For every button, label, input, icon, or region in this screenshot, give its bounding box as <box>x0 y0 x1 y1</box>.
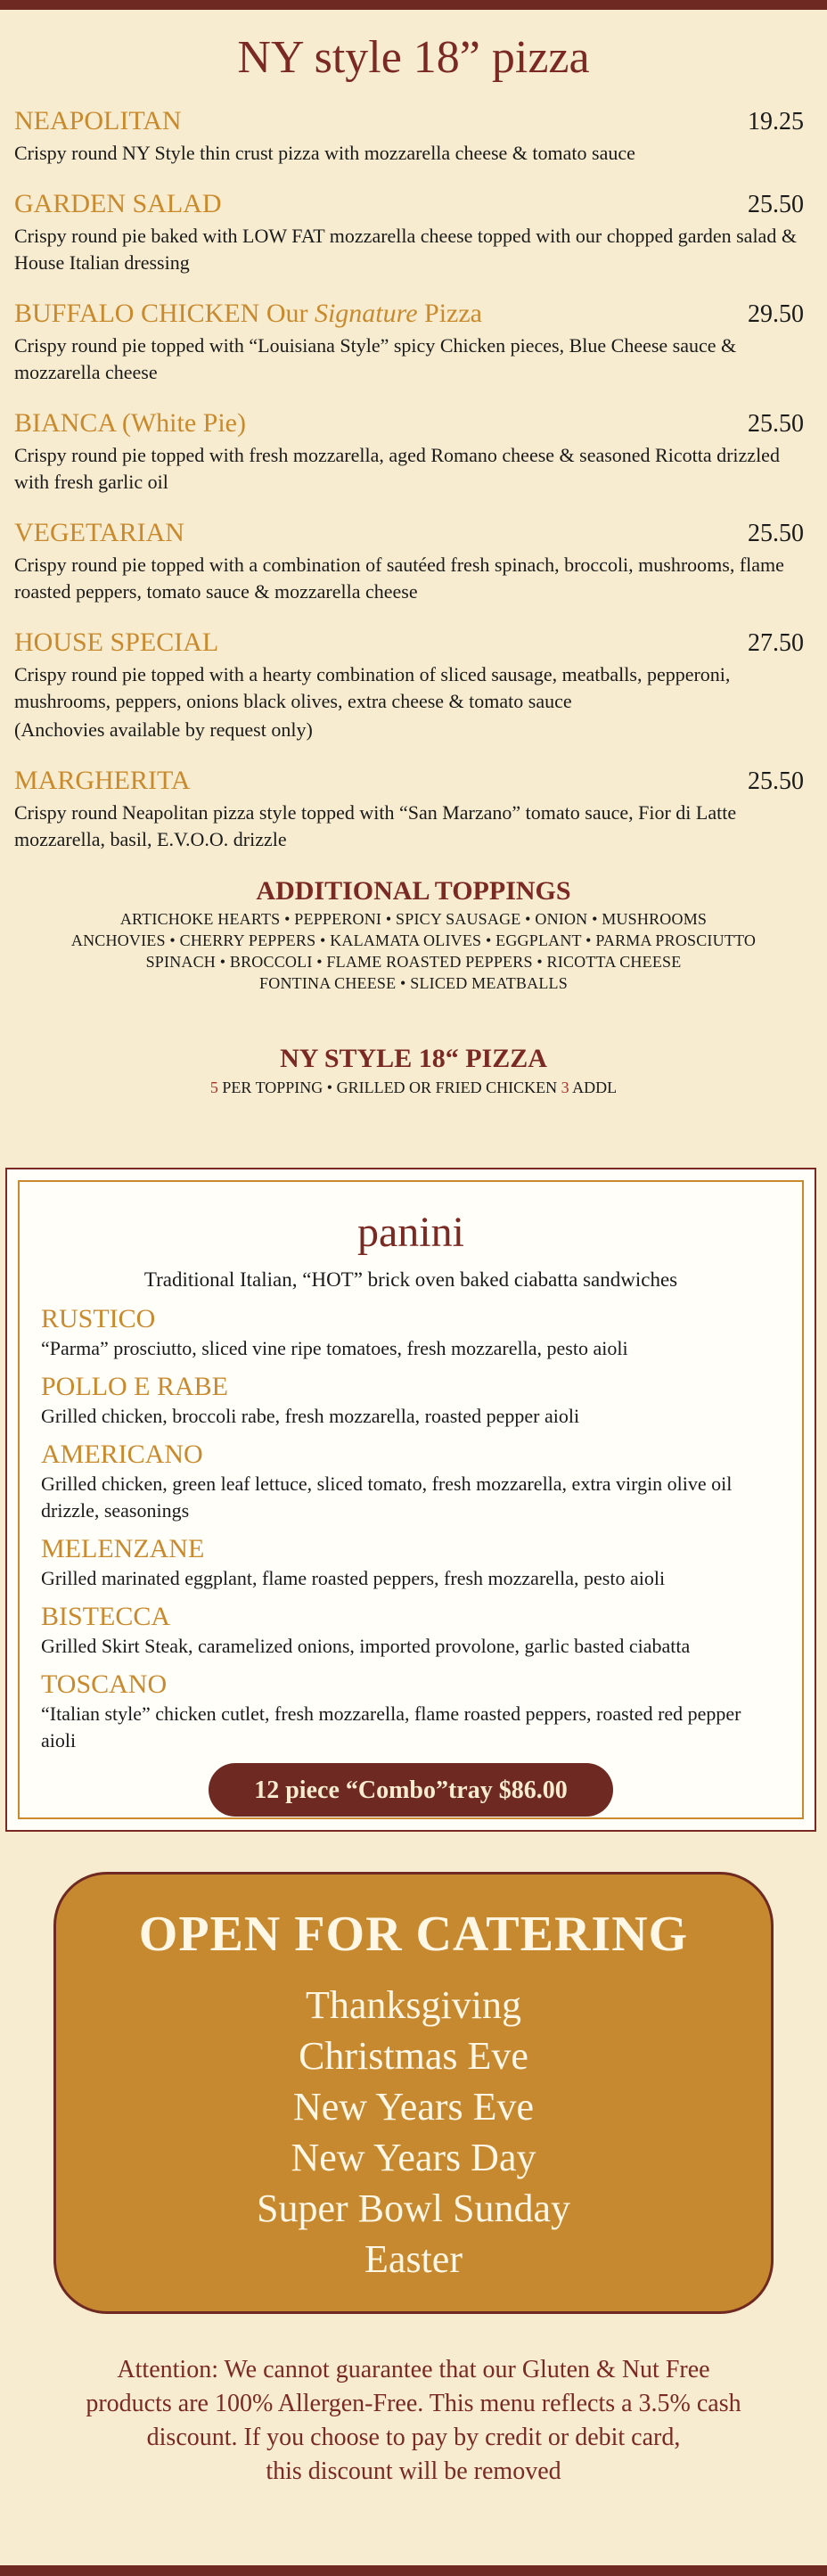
item-description: Crispy round pie topped with fresh mozzarella, aged Romano cheese & seasoned Ricotta drizzled with fresh garlic oil <box>14 444 780 493</box>
item-price: 25.50 <box>748 191 804 218</box>
per-topping-price: 5 <box>209 1079 218 1096</box>
panini-item-bistecca <box>41 1601 781 1660</box>
notice-line: this discount will be removed <box>266 2457 561 2485</box>
item-price: 27.50 <box>748 629 804 657</box>
ny-style-heading: NY STYLE 18“ PIZZA <box>280 1044 547 1073</box>
menu-item-neapolitan <box>0 105 827 167</box>
item-description: Crispy round pie topped with “Louisiana Style” spicy Chicken pieces, Blue Cheese sauce & mozzarella cheese <box>14 334 737 383</box>
panini-description: Grilled chicken, broccoli rabe, fresh mozzarella, roasted pepper aioli <box>41 1405 580 1427</box>
item-name: MARGHERITA <box>14 766 191 795</box>
panini-title: panini <box>357 1209 464 1256</box>
item-price: 25.50 <box>748 410 804 438</box>
item-name: BIANCA (White Pie) <box>14 408 246 438</box>
pizza-section <box>0 27 827 1099</box>
menu-item-buffalo-chicken <box>0 298 827 386</box>
item-name: HOUSE SPECIAL <box>14 628 219 657</box>
toppings-line: ARTICHOKE HEARTS • PEPPERONI • SPICY SAUSAGE • ONION • MUSHROOMS <box>119 910 708 928</box>
panini-subtitle: Traditional Italian, “HOT” brick oven baked ciabatta sandwiches <box>143 1268 678 1291</box>
toppings-line: FONTINA CHEESE • SLICED MEATBALLS <box>259 974 568 992</box>
item-price: 25.50 <box>748 767 804 795</box>
item-description: Crispy round pie topped with a combination of sautéed fresh spinach, broccoli, mushrooms, flame roasted peppers, tomato sauce & mozzarella cheese <box>14 554 784 603</box>
toppings-line: SPINACH • BROCCOLI • FLAME ROASTED PEPPERS • RICOTTA CHEESE <box>145 953 682 971</box>
chicken-price: 3 <box>561 1079 569 1096</box>
item-price: 29.50 <box>748 300 804 328</box>
item-note: (Anchovies available by request only) <box>14 718 313 741</box>
panini-item-americano <box>41 1439 781 1524</box>
panini-description: “Italian style” chicken cutlet, fresh mozzarella, flame roasted peppers, roasted red pepper aioli <box>41 1702 741 1752</box>
panini-item-rustico <box>41 1303 781 1362</box>
catering-occasion: Super Bowl Sunday <box>257 2186 570 2230</box>
item-name: NEAPOLITAN <box>14 106 182 135</box>
toppings-line: ANCHOVIES • CHERRY PEPPERS • KALAMATA OLIVES • EGGPLANT • PARMA PROSCIUTTO <box>70 931 757 949</box>
catering-occasion: Christmas Eve <box>299 2034 528 2078</box>
additional-toppings <box>0 874 827 994</box>
menu-item-margherita <box>0 765 827 853</box>
panini-item-toscano <box>41 1669 781 1754</box>
item-description: Crispy round NY Style thin crust pizza with mozzarella cheese & tomato sauce <box>14 142 635 164</box>
catering-title: OPEN FOR CATERING <box>138 1907 689 1962</box>
catering-occasion: Easter <box>364 2237 463 2281</box>
panini-description: Grilled marinated eggplant, flame roasted peppers, fresh mozzarella, pesto aioli <box>41 1567 666 1589</box>
panini-name: AMERICANO <box>41 1440 203 1469</box>
menu-item-bianca <box>0 407 827 496</box>
catering-box <box>53 1872 774 2314</box>
combo-tray-button[interactable]: 12 piece “Combo”tray $86.00 <box>209 1763 613 1817</box>
item-price: 25.50 <box>748 520 804 547</box>
pizza-title: NY style 18” pizza <box>237 32 590 83</box>
panini-description: Grilled Skirt Steak, caramelized onions, imported provolone, garlic basted ciabatta <box>41 1635 691 1657</box>
toppings-heading: ADDITIONAL TOPPINGS <box>256 876 571 906</box>
item-price: 19.25 <box>748 108 804 135</box>
menu-item-house-special <box>0 627 827 743</box>
panini-name: BISTECCA <box>41 1602 171 1631</box>
item-name: GARDEN SALAD <box>14 189 222 218</box>
item-name: BUFFALO CHICKEN Our Signature Pizza <box>14 299 482 328</box>
item-description: Crispy round pie topped with a hearty combination of sliced sausage, meatballs, pepperoni, mushrooms, peppers, onions black olives, extra cheese & tomato sauce <box>14 663 731 712</box>
menu-item-vegetarian <box>0 517 827 605</box>
item-description: Crispy round pie baked with LOW FAT mozzarella cheese topped with our chopped garden salad & House Italian dressing <box>14 225 797 274</box>
top-border-bar <box>0 0 827 10</box>
item-description: Crispy round Neapolitan pizza style topped with “San Marzano” tomato sauce, Fior di Latte mozzarella, basil, E.V.O.O. drizzle <box>14 801 737 850</box>
notice-line: discount. If you choose to pay by credit or debit card, <box>146 2424 681 2451</box>
catering-occasions <box>56 1980 771 2285</box>
panini-description: “Parma” prosciutto, sliced vine ripe tomatoes, fresh mozzarella, pesto aioli <box>41 1337 628 1359</box>
catering-occasion: New Years Eve <box>292 2085 535 2129</box>
panini-section <box>5 1168 816 1832</box>
catering-occasion: Thanksgiving <box>306 1983 521 2027</box>
menu-item-garden-salad <box>0 188 827 276</box>
notice-line: products are 100% Allergen-Free. This menu reflects a 3.5% cash <box>86 2390 741 2417</box>
panini-item-melenzane <box>41 1533 781 1592</box>
bottom-border-bar <box>0 2565 827 2576</box>
topping-pricing-line: 5 PER TOPPING • GRILLED OR FRIED CHICKEN 3 ADDL <box>209 1079 618 1096</box>
allergen-notice <box>36 2353 791 2489</box>
panini-name: POLLO E RABE <box>41 1372 228 1401</box>
panini-name: MELENZANE <box>41 1534 205 1563</box>
ny-style-pricing <box>0 1042 827 1099</box>
panini-name: TOSCANO <box>41 1669 168 1699</box>
item-name: VEGETARIAN <box>14 518 184 547</box>
panini-description: Grilled chicken, green leaf lettuce, sliced tomato, fresh mozzarella, extra virgin olive oil drizzle, seasonings <box>41 1473 733 1522</box>
catering-occasion: New Years Day <box>291 2136 536 2179</box>
panini-item-pollo-e-rabe <box>41 1371 781 1430</box>
panini-name: RUSTICO <box>41 1304 156 1333</box>
notice-line: Attention: We cannot guarantee that our Gluten & Nut Free <box>117 2356 710 2383</box>
